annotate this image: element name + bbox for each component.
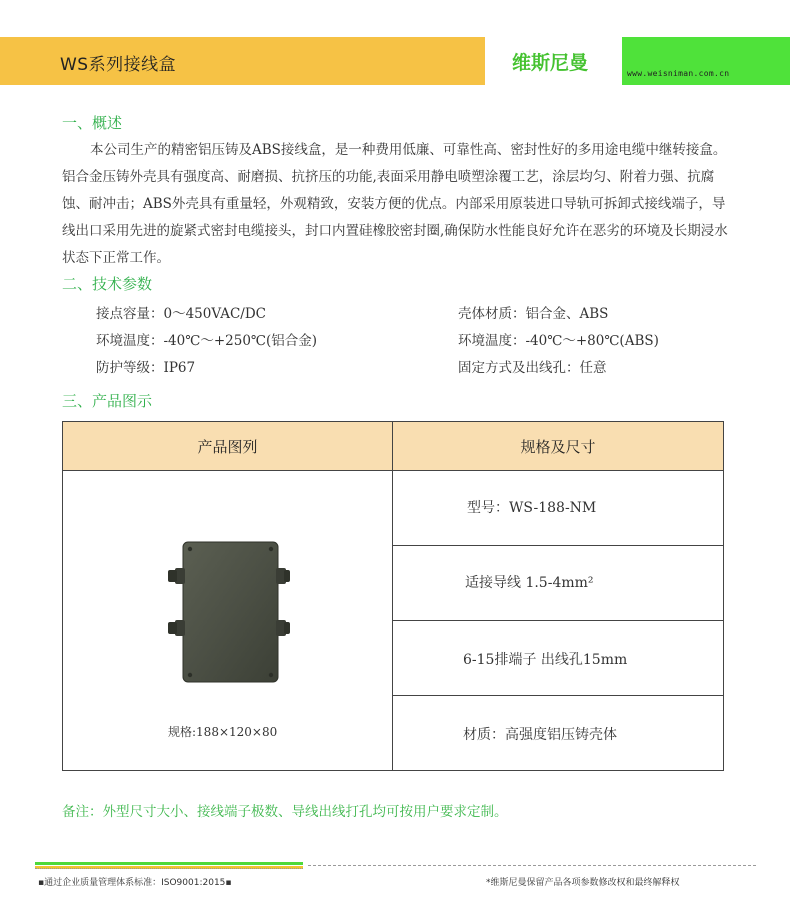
table-row-divider (393, 545, 723, 546)
product-table (62, 421, 724, 771)
spec-protection: 防护等级：IP67 (96, 360, 196, 376)
spec-material: 材质：高强度铝压铸壳体 (463, 727, 617, 743)
spec-temp-abs: 环境温度：-40℃～+80℃(ABS) (458, 333, 659, 349)
overview-paragraph: 本公司生产的精密铝压铸及ABS接线盒，是一种费用低廉、可靠性高、密封性好的多用途电缆中继转接盒。铝合金压铸外壳具有强度高、耐磨损、抗挤压的功能,表面采用静电喷塑涂覆工艺，涂层均匀、附着力强、抗腐蚀、耐冲击；ABS外壳具有重量轻，外观精致，安装方便的优点。内部采用原装进口导轨可拆卸式接线端子，导线出口采用先进的旋紧式密封电缆接头，封口内置硅橡胶密封圈,确保防水性能良好允许在恶劣的环境及长期浸水状态下正常工作。 (62, 142, 728, 266)
brand-name: 维斯尼曼 (512, 52, 589, 74)
spec-contact-capacity: 接点容量：0～450VAC/DC (96, 306, 266, 322)
table-row-divider (393, 620, 723, 621)
footer-disclaimer: *维斯尼曼保留产品各项参数修改权和最终解释权 (486, 878, 680, 888)
spec-wire: 适接导线 1.5-4mm² (465, 575, 594, 591)
spec-terminals: 6-15排端子 出线孔15mm (463, 652, 628, 668)
spec-housing-material: 壳体材质：铝合金、ABS (458, 306, 609, 322)
table-row-divider (393, 695, 723, 696)
table-header-image: 产品图列 (63, 422, 393, 471)
table-header-spec: 规格及尺寸 (393, 422, 723, 471)
page-title: WS系列接线盒 (60, 55, 177, 75)
junction-box-image (165, 540, 290, 685)
brand-url[interactable]: www.weisniman.com.cn (627, 69, 730, 78)
note-text: 备注：外型尺寸大小、接线端子极数、导线出线打孔均可按用户要求定制。 (62, 804, 508, 820)
spec-mounting: 固定方式及出线孔：任意 (458, 360, 607, 376)
footer-certification: ▪通过企业质量管理体系标准：ISO9001:2015▪ (38, 878, 232, 888)
product-heading: 三、产品图示 (62, 392, 153, 410)
overview-heading: 一、概述 (62, 114, 123, 132)
spec-temp-aluminum: 环境温度：-40℃～+250℃(铝合金) (96, 333, 318, 349)
spec-model: 型号：WS-188-NM (467, 500, 597, 516)
image-caption: 规格:188×120×80 (168, 725, 278, 739)
footer-color-bar (35, 862, 305, 872)
specs-heading: 二、技术参数 (62, 275, 153, 293)
footer-dashed-line (308, 865, 756, 866)
